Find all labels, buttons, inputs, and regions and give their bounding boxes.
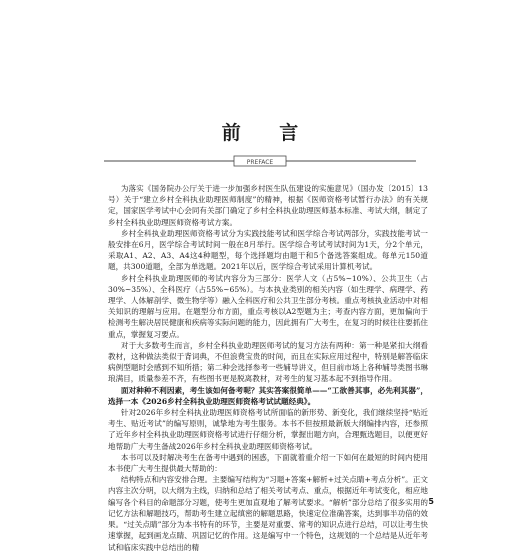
page-title: 前 言 [221, 122, 315, 144]
ornament-label: PREFACE [246, 159, 274, 166]
paragraph: 为落实《国务院办公厅关于进一步加强乡村医生队伍建设的实施意见》（国办发〔2015〕13号）关于“建立乡村全科执业助理医师制度”的精神，根据《医师资格考试暂行办法》的有关规定，国家医学考试中心会同有关部门确定了乡村全科执业助理医师基本标准、考试大纲，制定了乡村全科执业助理医师资格考试方案。 [108, 184, 428, 227]
paragraph: 乡村全科执业助理医师的考试内容分为三部分：医学人文（占5%~10%）、公共卫生（占30%~35%）、全科医疗（占55%~65%）。与本执业类别的相关内容（如生理学、病理学、药理学、人体解剖学、微生物学等）融入全科医疗和公共卫生部分考核。重点考核执业活动中对相关知识的理解与应用。在题型分布方面，重点考核以A2型题为主；考查内容方面，更加偏向于检测考生解决居民健康和疾病等实际问题的能力，因此拥有广大考生，在复习的时候往往要抓住重点，掌握复习要点。 [108, 273, 428, 339]
paragraph: 结构特点和内容安排合理。主要编写结构为“习题+答案+解析+过关点睛+考点分析”。正文内容主次分明，以大纲为主线，归纳和总结了相关考试考点、重点，根据近年考试变化，相应地编写各个科目的命题部分习题，使考生更加直观地了解考试要求。“解析”部分总结了很多实用的记忆方法和解题技巧，帮助考生建立起缜密的解题思路，快速定位准确答案，达到事半功倍的效果。“过关点睛”部分为本书特有的环节，主要是对重要、常考的知识点进行总结，可以让考生快速掌握，起到画龙点睛、巩固记忆的作用。这是编写中一个特色，这规划的一个总结是从近年考试和临床实践中总结出的精 [108, 475, 428, 552]
page-number: 5 [428, 497, 434, 506]
paragraph-emphasis: 面对种种不利因素，考生该如何备考呢？其实答案很简单——“工欲善其事，必先利其器”，选择一本《2026乡村全科执业助理医师资格考试试题经典》。 [108, 385, 428, 406]
paragraph: 针对2026年乡村全科执业助理医师资格考试所面临的新形势、新变化，我们继续坚持“贴近考生、贴近考试”的编写原则，诚挚地为考生服务。本书不但按照最新版大纲编排内容，还参照了近年乡村全科执业助理医师资格考试进行仔细分析，掌握出题方向，合理甄选题目，以便更好地帮助广大考生备战2026年乡村全科执业助理医师资格考试。 [108, 408, 428, 451]
title-ornament-divider [104, 153, 416, 169]
preface-body [108, 183, 428, 553]
paragraph: 乡村全科执业助理医师资格考试分为实践技能考试和医学综合考试两部分，实践技能考试一般安排在6月，医学综合考试时间一般在8月举行。医学综合考试考试时间为1天，分2个单元，采取A1、A2、A3、A4这4种题型，每个选择题均由题干和5个备选答案组成。每单元150道题，共300道题，全部为单选题。2021年以后，医学综合考试采用计算机考试。 [108, 228, 428, 272]
paragraph: 对于大多数考生而言，乡村全科执业助理医师考试的复习方法有两种：第一种是紧扣大纲看教材，这种做法类似于背词典，不但浪费宝贵的时间，而且在实际应用过程中，特别是解答临床病例型题时会感到不知所措；第二种会选择参考一些辅导讲义，但目前市场上各种辅导类图书琳琅满目，质量参差不齐，有些图书更是脱离教材，对考生的复习基本起不到指导作用。 [108, 340, 428, 384]
paragraph: 本书可以及时解决考生在备考中遇到的困惑，下面就着重介绍一下如何在最短的时间内使用本书使广大考生提供最大帮助的： [108, 452, 428, 474]
